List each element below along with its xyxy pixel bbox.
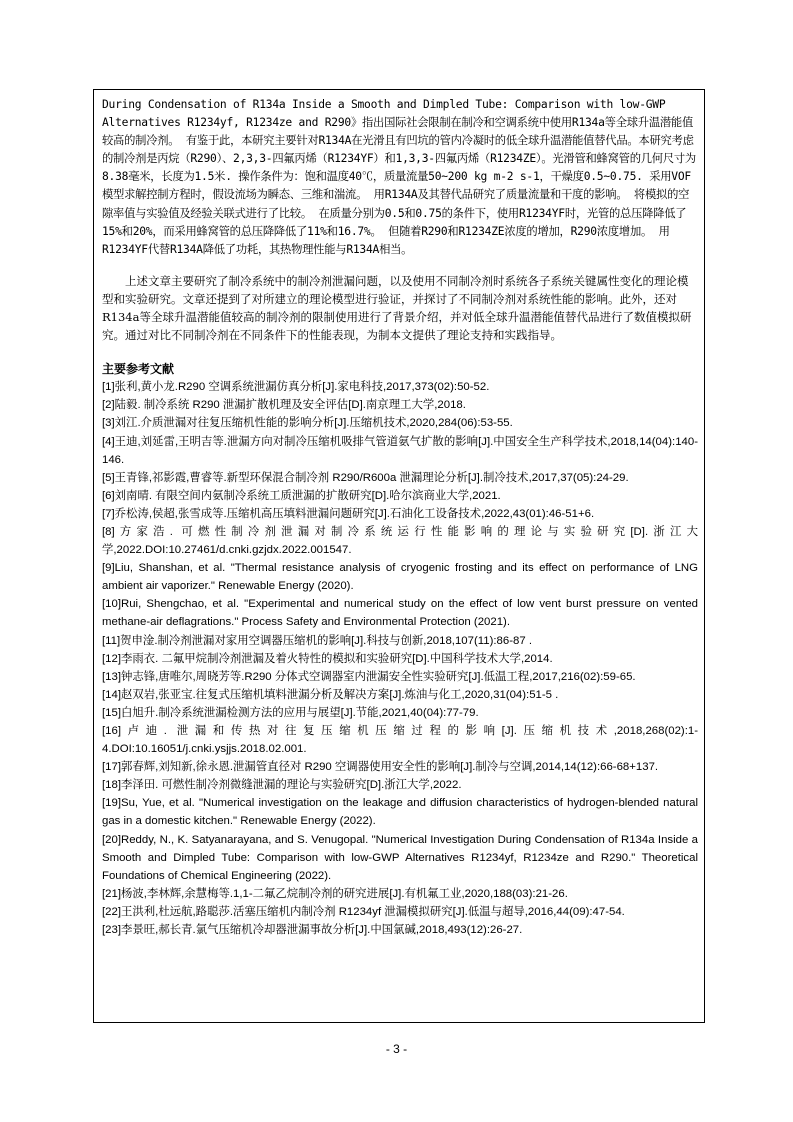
reference-item: [21]杨波,李林辉,余慧梅等.1,1-二氟乙烷制冷剂的研究进展[J].有机氟工业,2020,188(03):21-26. [102,887,568,900]
paragraph-1: During Condensation of R134a Inside a Smooth and Dimpled Tube: Comparison with low-GWP Alternatives R1234yf, R1234ze and R290》指出国际社会限制在制冷和空调系统中使用R134a等全球升温潜能值较高的制冷剂。 有鉴于此，本研究主要针对R134A在光滑且有凹坑的管内冷凝时的低全球升温潜能值替代品。本研究考虑的制冷剂是丙烷（R290）、2,3,3-四氟丙烯（R1234YF）和1,3,3-四氟丙烯（R1234ZE）。光滑管和蜂窝管的几何尺寸为8.38毫米，长度为1.5米. 操作条件为：饱和温度40℃，质量流量50~200 kg m-2 s-1，干燥度0.5~0.75. 采用VOF模型求解控制方程时，假设流场为瞬态、三维和湍流。 用R134A及其替代品研究了质量流量和干度的影响。 将模拟的空隙率值与实验值及经验关联式进行了比较。 在质量分别为0.5和0.75的条件下，使用R1234YF时，光管的总压降降低了15%和20%，而采用蜂窝管的总压降降低了11%和16.7%。 但随着R290和R1234ZE浓度的增加，R290浓度增加。 用R1234YF代替R134A降低了功耗，其热物理性能与R134A相当。 [102,98,696,256]
reference-item: [6]刘南晴. 有限空间内氨制冷系统工质泄漏的扩散研究[D].哈尔滨商业大学,2021. [102,489,501,502]
reference-item: [19]Su, Yue, et al. "Numerical investigation on the leakage and diffusion characteristics of hydrogen-blended natural gas in a domestic kitchen." Renewable Energy (2022). [102,797,698,828]
reference-item: [1]张利,黄小龙.R290 空调系统泄漏仿真分析[J].家电科技,2017,373(02):50-52. [102,381,490,394]
reference-item: [18]李泽田. 可燃性制冷剂微缝泄漏的理论与实验研究[D].浙江大学,2022. [102,779,462,792]
reference-item: [16]卢迪. 泄漏和传热对往复压缩机压缩过程的影响[J].压缩机技术,2018,268(02):1-4.DOI:10.16051/j.cnki.ysjjs.2018.02.001. [102,725,698,756]
reference-item: [2]陆毅. 制冷系统 R290 泄漏扩散机理及安全评估[D].南京理工大学,2018. [102,399,466,412]
paragraph-2: 上述文章主要研究了制冷系统中的制冷剂泄漏问题，以及使用不同制冷剂时系统各子系统关键属性变化的理论模型和实验研究。文章还提到了对所建立的理论模型进行验证，并探讨了不同制冷剂对系统性能的影响。此外，还对R134a等全球升温潜能值较高的制冷剂的限制使用进行了背景介绍，并对低全球升温潜能值替代品进行了数值模拟研究。通过对比不同制冷剂在不同条件下的性能表现，为制本文提供了理论支持和实践指导。 [102,273,692,343]
reference-item: [23]李景旺,郝长青.氯气压缩机冷却器泄漏事故分析[J].中国氯碱,2018,493(12):26-27. [102,924,523,937]
reference-item: [11]贺申淦.制冷剂泄漏对家用空调器压缩机的影响[J].科技与创新,2018,107(11):86-87 . [102,634,532,647]
reference-item: [8]方家浩. 可燃性制冷剂泄漏对制冷系统运行性能影响的理论与实验研究[D].浙江大学,2022.DOI:10.27461/d.cnki.gzjdx.2022.001547. [102,525,698,557]
reference-item: [15]白旭升.制冷系统泄漏检测方法的应用与展望[J].节能,2021,40(04):77-79. [102,706,479,719]
reference-item: [14]赵双岩,张亚宝.往复式压缩机填料泄漏分析及解决方案[J].炼油与化工,2020,31(04):51-5 . [102,688,559,701]
reference-item: [12]李雨衣. 二氟甲烷制冷剂泄漏及着火特性的模拟和实验研究[D].中国科学技术大学,2014. [102,652,553,665]
reference-item: [5]王青锋,祁影霞,曹睿等.新型环保混合制冷剂 R290/R600a 泄漏理论分析[J].制冷技术,2017,37(05):24-29. [102,471,629,484]
reference-list [102,378,698,939]
reference-item: [20]Reddy, N., K. Satyanarayana, and S. Venugopal. "Numerical Investigation During Condensation of R134a Inside a Smooth and Dimpled Tube: Comparison with low-GWP Alternatives R1234yf, R1234ze and R290." Theoretical Foundations of Chemical Engineering (2022). [102,833,698,882]
reference-item: [13]钟志锋,唐唯尔,周晓芳等.R290 分体式空调器室内泄漏安全性实验研究[J].低温工程,2017,216(02):59-65. [102,670,636,683]
reference-item: [22]王洪利,杜远航,路聪莎.活塞压缩机内制冷剂 R1234yf 泄漏模拟研究[J].低温与超导,2016,44(09):47-54. [102,905,625,918]
reference-item: [4]王迪,刘延雷,王明吉等.泄漏方向对制冷压缩机吸排气管道氨气扩散的影响[J].中国安全生产科学技术,2018,14(04):140-146. [102,435,698,466]
reference-item: [17]郭春辉,刘知新,徐永恩.泄漏管直径对 R290 空调器使用安全性的影响[J].制冷与空调,2014,14(12):66-68+137. [102,761,659,774]
page-number: - 3 - [385,1042,408,1056]
references-heading: 主要参考文献 [102,362,175,377]
reference-item: [9]Liu, Shanshan, et al. "Thermal resistance analysis of cryogenic frosting and its effect on performance of LNG ambient air vaporizer." Renewable Energy (2020). [102,562,698,593]
reference-item: [7]乔松涛,侯超,张雪成等.压缩机高压填料泄漏问题研究[J].石油化工设备技术,2022,43(01):46-51+6. [102,507,595,520]
document-body [102,96,698,939]
reference-item: [3]刘江.介质泄漏对往复压缩机性能的影响分析[J].压缩机技术,2020,284(06):53-55. [102,417,513,430]
reference-item: [10]Rui, Shengchao, et al. "Experimental and numerical study on the effect of low vent burst pressure on vented methane-air deflagrations." Process Safety and Environmental Protection (2021). [102,598,698,629]
